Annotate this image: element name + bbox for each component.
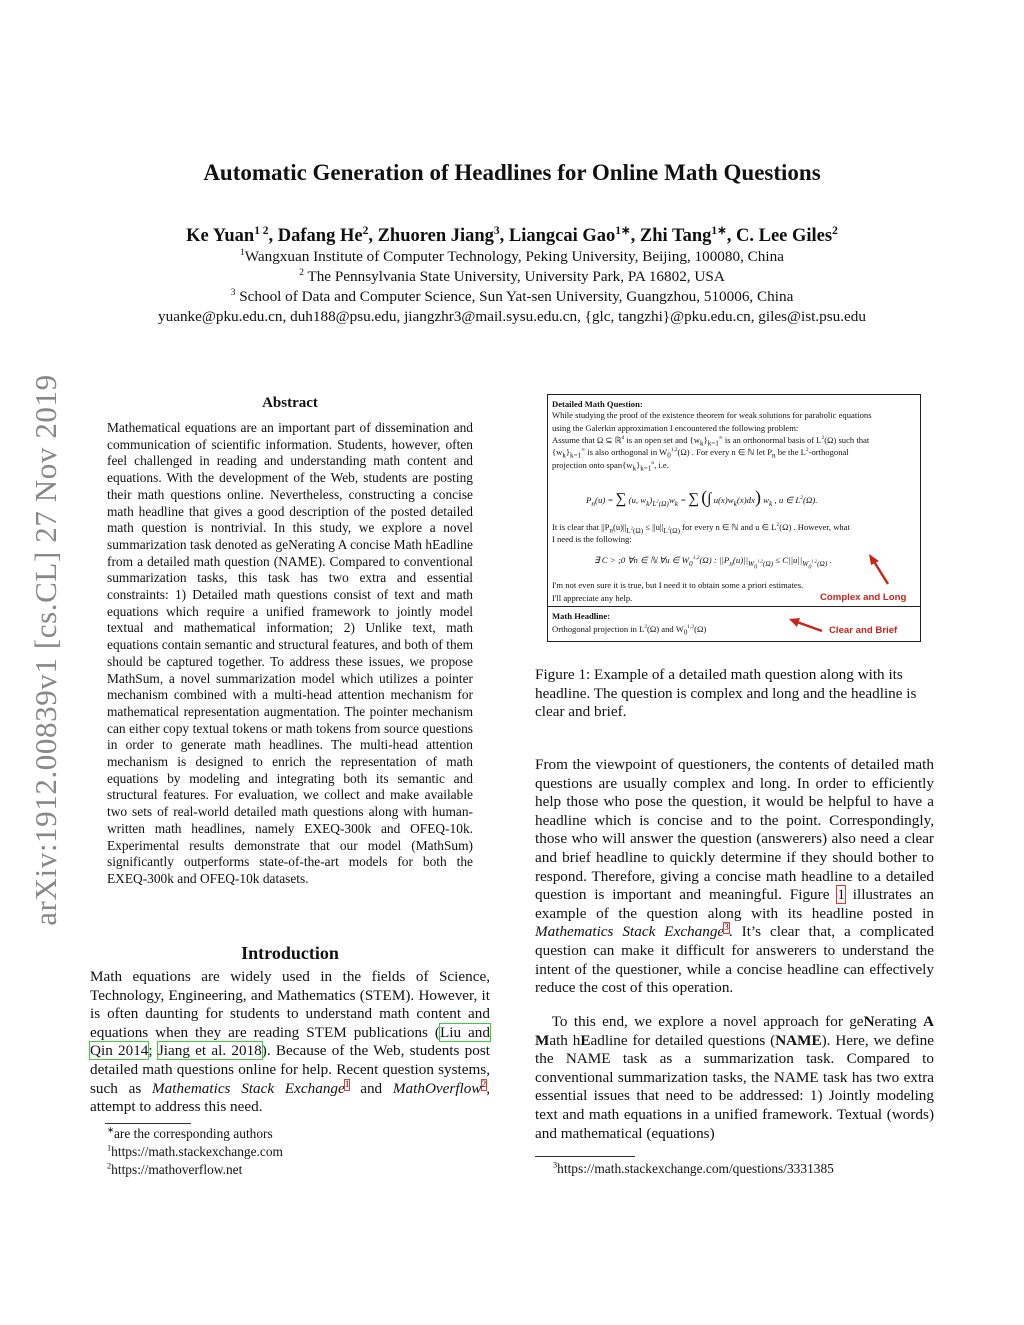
author-name: Ke Yuan [186, 226, 255, 246]
eq-run: (x)dx [736, 495, 755, 505]
figure-separator [548, 606, 920, 607]
headline-text: Orthogonal projection in $L^2(\Omega)$ and $W_0^{1,2}(\Omega)$ [552, 624, 707, 637]
figure-run: be the L [775, 447, 806, 457]
intro-italic: Mathematics Stack Exchange [152, 1079, 345, 1097]
intro-text: ). Because of the Web, students post detailed math questions online for help. Recent question systems, such as [90, 1042, 490, 1097]
figure-run: } [565, 447, 571, 457]
author-sup: 1∗ [711, 224, 727, 237]
affiliation-sup: 1 [240, 247, 245, 258]
author-name: Zhuoren Jiang [377, 226, 494, 246]
figure-run: is an orthonormal basis of L [722, 435, 822, 445]
eq-run: (u)|| [732, 555, 749, 565]
footnote-rule [105, 1123, 191, 1124]
eq-run: ∃ C > ;0 ∀n ∈ ℕ ∀u ∈ W [594, 555, 690, 565]
eq-run: (u, w [628, 495, 647, 505]
figure-run: , i.e. [654, 460, 669, 470]
affiliation-text: School of Data and Computer Science, Sun Yat-sen University, Guangzhou, 510006, China [239, 288, 794, 305]
eq-run: w [668, 495, 675, 505]
figure-text: Assume that Ω ⊆ ℝ$^d$ is an open set and $\{w_k\}_{k=1}^\infty$ is an orthonormal basis of $L^2(\Omega)$ such that [552, 435, 870, 448]
body-bold: A [923, 1013, 934, 1030]
figure-run: } [636, 460, 641, 470]
eq-run: = [678, 495, 689, 505]
figure-run: Assume that Ω ⊆ ℝ [552, 435, 622, 445]
arxiv-stamp [26, 350, 66, 950]
eq-run: ) [649, 495, 653, 505]
figure-caption: Figure 1: Example of a detailed math question along with its headline. The question is complex and long and the headline is clear and brief. [535, 666, 917, 721]
figure-text: It is clear that $||P_n(u)||_{L^2(\Omega)} \le ||u||_{L^2(\Omega)}$ for every n ∈ ℕ and u ∈ $L^2(\Omega)$ . However, what [552, 522, 850, 535]
citation-link[interactable]: Liu and Qin 2014 [90, 1023, 490, 1060]
eq-run: ≤ C||u|| [773, 555, 803, 565]
footnote [107, 1161, 242, 1179]
citation-link[interactable]: Jiang et al. 2018 [157, 1042, 262, 1060]
complex-long-label: Complex and Long [820, 592, 907, 603]
figure-run: } [703, 435, 708, 445]
eq-run: P [586, 495, 592, 505]
footnote-mark: 3 [553, 1160, 558, 1170]
body-bold: M [535, 1031, 550, 1049]
figure-text: I'll appreciate any help. [552, 593, 633, 603]
right-paragraph-1 [535, 756, 934, 998]
figure-run: It is clear that ||P [552, 522, 610, 532]
footnote-text: https://math.stackexchange.com [111, 1144, 283, 1159]
author-sup: 1 2 [254, 224, 269, 237]
body-text: From the viewpoint of questioners, the contents of detailed math questions are usually complex and long. In order to efficiently help those who pose the question, it would be helpful to have a headline which is concise and to the point. Correspondingly, those who will answer the question (answerers) also need a clear and brief headline to quickly determine if they should bother to respond. Therefore, giving a concise math headline to a detailed question is important and meaningful. Figure [535, 756, 934, 904]
footnote-link[interactable]: 3 [724, 923, 729, 934]
figure-text: While studying the proof of the existence theorem for weak solutions for parabolic equations [552, 410, 872, 420]
author-sup: 2 [362, 224, 369, 237]
body-text: ). Here, we define the NAME task as a summarization task. Compared to conventional summarization tasks, the NAME task has two extra essential issues that need to be addressed: 1) Jointly modeling text and math equations in a unified framework. Textual (words) and mathematical (equations) [535, 1031, 934, 1142]
figure-1 [547, 394, 921, 642]
figure-text: using the Galerkin approximation I encountered the following problem: [552, 423, 799, 433]
footnote-text: https://math.stackexchange.com/questions/3331385 [557, 1161, 834, 1176]
figure-run: (Ω) [694, 624, 707, 634]
figure-run: (Ω) such that [824, 435, 870, 445]
author-name: Dafang He [277, 226, 363, 246]
arxiv-stamp-text: arXiv:1912.00839v1 [cs.CL] 27 Nov 2019 [28, 374, 63, 926]
eq-run: (Ω). [802, 495, 818, 505]
body-bold: N [863, 1013, 875, 1030]
footnote [107, 1143, 283, 1161]
author-name: Zhi Tang [639, 226, 712, 246]
right-paragraph-2 [535, 1013, 934, 1143]
eq-run: . [827, 555, 832, 565]
email-list: yuanke@pku.edu.cn, duh188@psu.edu, jiangzhr3@mail.sysu.edu.cn, {glc, tangzhi}@pku.edu.cn, giles@ist.psu.edu [158, 308, 866, 325]
footnote [107, 1125, 273, 1143]
affiliation-sup: 2 [299, 267, 304, 278]
introduction-heading: Introduction [241, 943, 339, 963]
figure-text: projection onto $span\{w_k\}_{k=1}^n$, i.e. [552, 460, 669, 473]
affiliation-text: The Pennsylvania State University, University Park, PA 16802, USA [307, 268, 725, 285]
affiliation-text: Wangxuan Institute of Computer Technology, Peking University, Beijing, 100080, China [244, 248, 784, 265]
figure-text: I need is the following: [552, 534, 632, 544]
figure-run: is also orthogonal in W [585, 447, 668, 457]
footnote-mark: 2 [107, 1161, 112, 1171]
author-sup: 2 [832, 224, 838, 237]
author-sup: 1∗ [615, 224, 631, 237]
eq-run: (Ω) : ||P [699, 555, 730, 565]
figure-text: $\{w_k\}_{k=1}^\infty$ is also orthogonal in $W_0^{1,2}(\Omega)$ . For every n ∈ ℕ let $P_n$ be the $L^2$-orthogonal [552, 447, 849, 460]
footnote-mark: ∗ [107, 1125, 114, 1135]
author-list: Ke Yuan$^{1 2}$, Dafang He$^2$, Zhuoren Jiang$^3$, Liangcai Gao$^{1∗}$, Zhi Tang$^{1∗}$, C. Lee Giles$^2$ [186, 224, 838, 246]
intro-italic: MathOverflow [392, 1079, 482, 1097]
figure-run: {w [552, 447, 563, 457]
affiliation [0, 248, 1024, 266]
figure-run: d [621, 435, 625, 442]
arrow-icon [788, 617, 824, 635]
figure-run: is an open set and {w [624, 435, 700, 445]
figure-run: -orthogonal [808, 447, 849, 457]
figure-link[interactable]: 1 [837, 886, 845, 904]
footnote-text: https://mathoverflow.net [111, 1162, 243, 1177]
intro-text: Math equations are widely used in the fields of Science, Technology, Engineering, and Mathematics (STEM). However, it is often daunting for students to understand math content and equations when they are reading STEM publications ( [90, 968, 490, 1041]
author-name: C. Lee Giles [736, 226, 833, 246]
arrow-icon [866, 553, 892, 587]
figure-run: projection onto span{w [552, 460, 633, 470]
body-text: To this end, we explore a novel approach for ge [551, 1013, 864, 1030]
affiliation [0, 288, 1024, 306]
author-sup: 3 [493, 224, 500, 237]
intro-text: ; [148, 1042, 158, 1060]
abstract-body: Mathematical equations are an important part of dissemination and communication of scientific information. Students, however, often feel challenged in reading and understanding math content and equations. With the development of the Web, students are posting their math questions online. Nevertheless, constructing a concise math headline that gives a good description of the posted detailed math question is nontrivial. In this study, we explore a novel summarization task denoted as geNerating A concise Math hEadline from a detailed math question (NAME). Compared to conventional summarization tasks, this task has two extra and essential constraints: 1) Detailed math questions consist of text and math equations which require a unified framework to jointly model textual and mathematical information; 2) Unlike text, math equations contain semantic and structural features, and both of them should be captured together. To address these issues, we propose MathSum, a novel summarization model which utilizes a pointer mechanism combined with a multi-head attention mechanism for mathematical representation augmentation. The pointer mechanism can either copy textual tokens or math tokens from source questions in order to generate math headlines. The multi-head attention mechanism is designed to enrich the representation of math equations by modeling and integrating both its semantic and structural features. For evaluation, we collect and make available two sets of real-world detailed math questions along with human-written math headlines, namely EXEQ-300k and OFEQ-10k. Experimental results demonstrate that our model (MathSum) significantly outperforms state-of-the-art models for both the EXEQ-300k and OFEQ-10k datasets. [107, 420, 473, 886]
intro-text: and [349, 1079, 393, 1097]
footnote-link[interactable]: 2 [481, 1079, 487, 1090]
body-text: erating [874, 1013, 924, 1030]
figure-run: (Ω) . For every n ∈ ℕ let P [677, 447, 773, 457]
footnote-link[interactable]: 1 [344, 1079, 350, 1090]
footnote-mark: 1 [107, 1143, 112, 1153]
footnote-text: are the corresponding authors [113, 1126, 273, 1141]
paper-title: Automatic Generation of Headlines for Online Math Questions [203, 160, 821, 185]
figure-run: (Ω) and W [647, 624, 684, 634]
equation-1: $P_n(u)$ = ∑ (u, $w_k)_{L^2(\Omega)}w_k$ = ∑ (∫ $u(x)w_k(x)dx$) $w_k$ , u ∈ $L^2(\Omega)$. [586, 487, 818, 508]
intro-text: , attempt to address this need. [90, 1079, 490, 1116]
figure-run: ≤ ||u|| [643, 522, 664, 532]
detail-heading: Detailed Math Question: [552, 399, 643, 409]
body-text: adline for detailed questions ( [590, 1031, 776, 1049]
body-bold: E [580, 1031, 591, 1049]
headline-heading: Math Headline: [552, 611, 611, 621]
figure-text: I'm not even sure it is true, but I need it to obtain some a priori estimates. [552, 580, 804, 590]
body-italic: Mathematics Stack Exchange [535, 923, 725, 941]
eq-run: w [763, 495, 770, 505]
introduction-body [90, 968, 490, 1117]
author-name: Liangcai Gao [508, 226, 616, 246]
body-text: ath h [549, 1031, 581, 1049]
equation-2: ∃ C > ;0 ∀n ∈ ℕ ∀u ∈ $W_0^{1,2}(\Omega)$ : $||P_n(u)||_{W_0^{1,2}(\Omega)} \le C||u||_{W_0^{1,2}(\Omega)}$ . [594, 555, 832, 571]
footnote-rule [535, 1156, 635, 1157]
affiliation [0, 268, 1024, 286]
body-bold: NAME [775, 1031, 822, 1049]
figure-run: (u)|| [612, 522, 627, 532]
affiliation-sup: 3 [230, 287, 236, 298]
eq-run: (u) = [595, 495, 616, 505]
figure-run: for every n ∈ ℕ and u ∈ L [680, 522, 777, 532]
eq-run: u(x)w [713, 495, 734, 505]
figure-run: (Ω) . However, what [779, 522, 850, 532]
body-text: . It’s clear that, a complicated question can make it difficult for answerers to understand the intent of the questioner, while a concise headline can effectively reduce the cost of this operation. [535, 923, 934, 997]
footnote [553, 1160, 834, 1178]
abstract-heading: Abstract [262, 395, 318, 411]
clear-brief-label: Clear and Brief [829, 625, 898, 636]
body-text: illustrates an example of the question along with its headline posted in [535, 886, 934, 922]
figure-run: Orthogonal projection in L [552, 624, 645, 634]
eq-run: , u ∈ L [772, 495, 801, 505]
